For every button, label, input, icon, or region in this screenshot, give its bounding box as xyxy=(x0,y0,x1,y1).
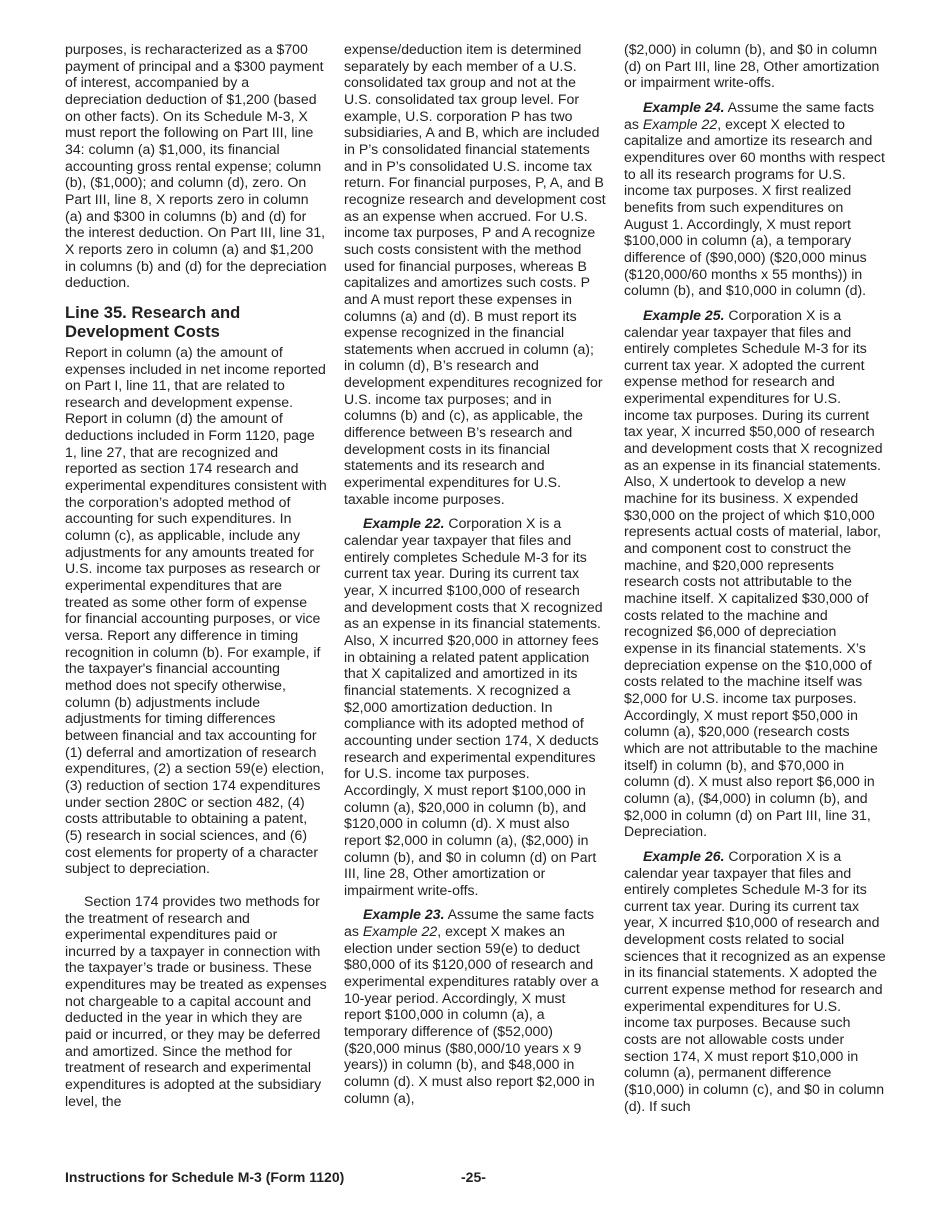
example-22 xyxy=(344,515,606,898)
example-24 xyxy=(624,99,886,299)
column-right xyxy=(624,41,886,1114)
example-text: Corporation X is a calendar year taxpayer that files and entirely completes Schedule M-3 for its current tax year. During its current tax year, X incurred $100,000 of research and development costs that X recognized as an expense in its financial statements. Also, X incurred $20,000 in attorney fees in obtaining a related patent application that X capitalized and amortized in its financial statements. X recognized a $2,000 amortization deduction. In compliance with its adopted method of accounting under section 174, X deducts research and experimental expenditures for U.S. income tax purposes. Accordingly, X must report $100,000 in column (a), $20,000 in column (b), and $120,000 in column (d). X must also report $2,000 in column (a), ($2,000) in column (b), and $0 in column (d) on Part III, line 28, Other amortization or impairment write-offs. xyxy=(344,515,603,898)
page-number: -25- xyxy=(461,1169,486,1185)
footer-title: Instructions for Schedule M-3 (Form 1120) xyxy=(65,1169,345,1185)
example-text: Assume the same facts as xyxy=(624,98,875,132)
example-text: Assume the same facts as xyxy=(344,906,595,940)
example-text: , except X elected to capitalize and amortize its research and expenditures over 60 months with respect to all its research programs for U.S. income tax purposes. X first realized benefits from such expenditures on August 1. Accordingly, X must report $100,000 in column (a), a temporary difference of ($90,000) ($20,000 minus ($120,000/60 months x 55 months)) in column (b), and $10,000 in column (d). xyxy=(624,115,885,299)
example-text: Corporation X is a calendar year taxpayer that files and entirely completes Schedule M-3 for its current tax year. During its current tax year, X incurred $10,000 of research and development costs related to social sciences that it recognized as an expense in its financial statements. X adopted the current expense method for research and experimental expenditures for U.S. income tax purposes. Because such costs are not allowable costs under section 174, X must report $10,000 in column (a), permanent difference ($10,000) in column (c), and $0 in column (d). If such xyxy=(624,847,886,1114)
example-reference: Example 22 xyxy=(362,923,438,940)
paragraph: ($2,000) in column (b), and $0 in column (d) on Part III, line 28, Other amortization or impairment write-offs. xyxy=(624,41,880,91)
section-heading: Line 35. Research and Development Costs xyxy=(65,302,241,342)
paragraph: purposes, is recharacterized as a $700 payment of principal and a $300 payment of interest, accompanied by a depreciation deduction of $1,200 (based on other facts). On its Schedule M-3, X must report the following on Part III, line 34: column (a) $1,000, its financial accounting gross rental expense; column (b), ($1,000); and column (d), zero. On Part III, line 8, X reports zero in column (a) and $300 in columns (b) and (d) for the interest deduction. On Part III, line 31, X reports zero in column (a) and $1,200 in columns (b) and (d) for the depreciation deduction. xyxy=(65,41,327,291)
example-text: Corporation X is a calendar year taxpayer that files and entirely completes Schedule M-3 for its current tax year. X adopted the current expense method for research and experimental expenditures for U.S. income tax purposes. During its current tax year, X incurred $50,000 of research and development costs that X recognized as an expense in its financial statements. Also, X undertook to develop a new machine for its business. X expended $30,000 on the project of which $10,000 represents actual costs of material, labor, and component cost to construct the machine, and $20,000 represents research costs not attributable to the machine itself. X capitalized $30,000 of costs related to the machine and recognized $6,000 of depreciation expense in its financial statements. X’s depreciation expense on the $10,000 of costs related to the machine itself was $2,000 for U.S. income tax purposes. Accordingly, X must report $50,000 in column (a), $20,000 (research costs which are not attributable to the machine itself) in column (b), and $70,000 in column (d). X must also report $6,000 in column (a), ($4,000) in column (b), and $2,000 in column (d) on Part III, line 31, Depreciation. xyxy=(624,306,883,840)
column-middle xyxy=(344,41,606,1106)
example-label: Example 25. xyxy=(643,306,725,323)
example-reference: Example 22 xyxy=(642,115,718,132)
example-23 xyxy=(344,906,606,1106)
example-label: Example 22. xyxy=(363,515,445,532)
example-25 xyxy=(624,307,886,840)
column-left xyxy=(65,41,327,1109)
example-label: Example 26. xyxy=(643,847,725,864)
paragraph: Report in column (a) the amount of expenses included in net income reported on Part I, line 11, that are related to research and development expense. Report in column (d) the amount of deductions included in Form 1120, page 1, line 27, that are recognized and reported as section 174 research and experimental expenditures consistent with the corporation’s adopted method of accounting for such expenditures. In column (c), as applicable, include any adjustments for any amounts treated for U.S. income tax purposes as research or experimental expenditures that are treated as some other form of expense for financial accounting purposes, or vice versa. Report any difference in timing recognition in column (b). For example, if the taxpayer's financial accounting method does not specify otherwise, column (b) adjustments include adjustments for timing differences between financial and tax accounting for (1) deferral and amortization of research expenditures, (2) a section 59(e) election, (3) reduction of section 174 expenditures under section 280C or section 482, (4) costs attributable to obtaining a patent, (5) research in social sciences, and (6) cost elements for property of a character subject to depreciation. xyxy=(65,343,327,877)
example-label: Example 24. xyxy=(643,98,725,115)
paragraph: expense/deduction item is determined separately by each member of a U.S. consolidated tax group and not at the U.S. consolidated tax group level. For example, U.S. corporation P has two subsidiaries, A and B, which are included in P’s consolidated financial statements and in P’s consolidated U.S. income tax return. For financial purposes, P, A, and B recognize research and development cost as an expense when accrued. For U.S. income tax purposes, P and A recognize such costs consistent with the method used for financial purposes, whereas B capitalizes and amortizes such costs. P and A must report these expenses in columns (a) and (d). B must report its expense recognized in the financial statements when accrued in column (a); in column (d), B’s research and development expenditures recognized for U.S. income tax purposes; and in columns (b) and (c), as applicable, the difference between B’s research and development costs in its financial statements and its research and experimental expenditures for U.S. taxable income purposes. xyxy=(344,41,606,507)
example-text: , except X makes an election under section 59(e) to deduct $80,000 of its $120,000 of research and experimental expenditures ratably over a 10-year period. Accordingly, X must report $100,000 in column (a), a temporary difference of ($52,000) ($20,000 minus ($80,000/10 years x 9 years)) in column (b), and $48,000 in column (d). X must also report $2,000 in column (a), xyxy=(344,923,599,1106)
example-label: Example 23. xyxy=(363,906,445,923)
paragraph: Section 174 provides two methods for the treatment of research and experimental expenditures paid or incurred by a taxpayer in connection with the taxpayer’s trade or business. These expenditures may be treated as expenses not chargeable to a capital account and deducted in the year in which they are paid or incurred, or they may be deferred and amortized. Since the method for treatment of research and experimental expenditures is adopted at the subsidiary level, the xyxy=(65,892,327,1109)
example-26 xyxy=(624,848,886,1115)
